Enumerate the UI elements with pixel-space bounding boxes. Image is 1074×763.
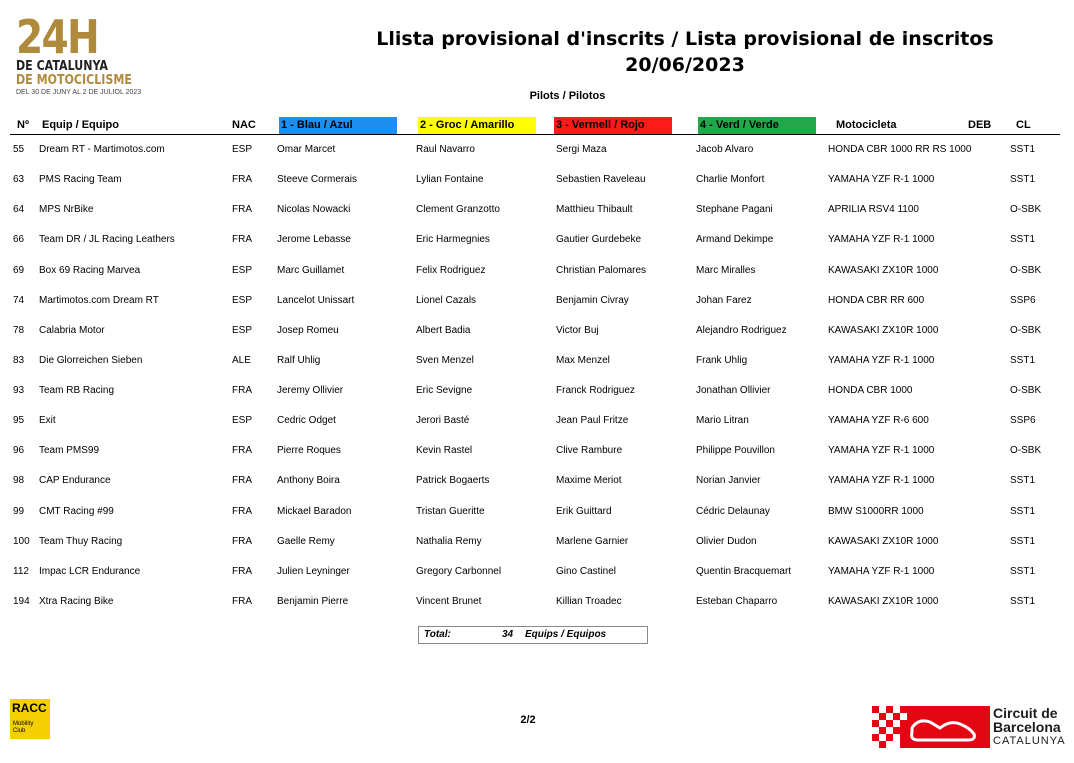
cell-p4: Norian Janvier: [696, 475, 761, 487]
cell-p3: Sergi Maza: [556, 144, 607, 155]
cell-p1: Benjamin Pierre: [277, 595, 349, 607]
cell-num: 66: [13, 234, 25, 246]
cell-nac: FRA: [232, 595, 252, 607]
table-row: [0, 414, 1074, 444]
cell-p3: Christian Palomares: [556, 264, 647, 276]
logo-24h: 24H: [16, 10, 99, 64]
cell-cl: SSP6: [1010, 415, 1036, 427]
cell-p2: Kevin Rastel: [416, 445, 473, 457]
table-row: [0, 354, 1074, 384]
cell-num: 83: [13, 354, 25, 366]
racc-sub2: Club: [13, 728, 26, 734]
cell-team: PMS Racing Team: [39, 174, 122, 186]
cell-p4: Jacob Alvaro: [696, 144, 754, 155]
cell-num: 93: [13, 385, 25, 397]
cell-p3: Erik Guittard: [556, 505, 612, 517]
cell-nac: FRA: [232, 535, 252, 547]
cell-p1: Anthony Boira: [277, 475, 340, 487]
title-date: 20/06/2023: [625, 54, 745, 76]
cell-cl: O-SBK: [1010, 445, 1042, 457]
table-row: [0, 535, 1074, 565]
cell-cl: SST1: [1010, 535, 1036, 547]
header-pilot1: 1 - Blau / Azul: [279, 117, 397, 134]
cell-cl: O-SBK: [1010, 385, 1042, 397]
table-row: [0, 233, 1074, 263]
cell-p4: Quentin Bracquemart: [696, 565, 792, 577]
header-nac: NAC: [232, 119, 256, 131]
header-team: Equip / Equipo: [42, 119, 119, 131]
cell-p3: Killian Troadec: [556, 595, 622, 607]
cell-cl: SST1: [1010, 475, 1036, 487]
cell-num: 194: [13, 595, 30, 607]
cell-moto: YAMAHA YZF R-1 1000: [828, 445, 935, 457]
total-box: [418, 626, 648, 644]
cell-p4: Alejandro Rodriguez: [696, 324, 787, 336]
cell-num: 112: [13, 565, 29, 577]
cell-p1: Jerome Lebasse: [277, 234, 351, 246]
cell-moto: KAWASAKI ZX10R 1000: [828, 264, 939, 276]
cell-num: 99: [13, 505, 25, 517]
table-row: [0, 474, 1074, 504]
cell-cl: SST1: [1010, 174, 1036, 186]
cell-moto: HONDA CBR 1000 RR RS 1000: [828, 144, 972, 155]
cell-p1: Ralf Uhlig: [277, 354, 321, 366]
cell-p3: Victor Buj: [556, 324, 599, 336]
cell-nac: ESP: [232, 144, 253, 155]
page-title: [370, 26, 1000, 78]
cell-p3: Franck Rodriguez: [556, 385, 635, 397]
circuit-flag-icon: [872, 706, 990, 748]
table-row: [0, 595, 1074, 625]
cell-p3: Gino Castinel: [556, 565, 617, 577]
cell-nac: FRA: [232, 445, 252, 457]
cell-p2: Gregory Carbonnel: [416, 565, 502, 577]
table-row: [0, 505, 1074, 535]
table-row: [0, 565, 1074, 595]
cell-nac: ESP: [232, 324, 253, 336]
cell-p4: Armand Dekimpe: [696, 234, 774, 246]
cell-team: CAP Endurance: [39, 475, 111, 487]
cell-p4: Esteban Chaparro: [696, 595, 778, 607]
cell-num: 74: [13, 294, 25, 306]
cell-cl: SST1: [1010, 565, 1036, 577]
cell-p3: Jean Paul Fritze: [556, 415, 629, 427]
cell-p1: Jeremy Ollivier: [277, 385, 344, 397]
table-row: [0, 203, 1074, 233]
cell-p4: Olivier Dudon: [696, 535, 757, 547]
header-divider: [10, 134, 1060, 135]
header-moto: Motocicleta: [836, 119, 897, 131]
cell-moto: HONDA CBR RR 600: [828, 294, 925, 306]
cell-nac: ESP: [232, 264, 253, 276]
cell-p2: Nathalia Remy: [416, 535, 482, 547]
table-row: [0, 264, 1074, 294]
cell-p1: Steeve Cormerais: [277, 174, 358, 186]
cell-num: 69: [13, 264, 25, 276]
cell-num: 96: [13, 445, 25, 457]
cell-cl: SST1: [1010, 595, 1036, 607]
cell-moto: YAMAHA YZF R-1 1000: [828, 565, 935, 577]
cell-p1: Omar Marcet: [277, 144, 336, 155]
cell-team: Team Thuy Racing: [39, 535, 123, 547]
cell-cl: SST1: [1010, 234, 1036, 246]
cell-cl: SST1: [1010, 354, 1036, 366]
page-number: 2/2: [520, 714, 536, 726]
cell-p4: Stephane Pagani: [696, 204, 773, 216]
cell-num: 78: [13, 324, 25, 336]
cell-p4: Cédric Delaunay: [696, 505, 770, 517]
cell-moto: APRILIA RSV4 1100: [828, 204, 919, 216]
cell-p4: Mario Litran: [696, 415, 749, 427]
table-row: [0, 384, 1074, 414]
cell-p1: Cedric Odget: [277, 415, 336, 427]
cell-cl: SST1: [1010, 144, 1036, 155]
total-unit: Equips / Equipos: [525, 629, 607, 640]
racc-logo: [10, 699, 50, 739]
cell-p3: Max Menzel: [556, 354, 610, 366]
cell-p4: Johan Farez: [696, 294, 752, 306]
total-count: 34: [502, 629, 514, 640]
cell-p2: Eric Harmegnies: [416, 234, 490, 246]
logo-line1: DE CATALUNYA: [16, 59, 108, 74]
cell-cl: SST1: [1010, 505, 1036, 517]
cell-p3: Matthieu Thibault: [556, 204, 633, 216]
cell-team: CMT Racing #99: [39, 505, 114, 517]
header-pilot3: 3 - Vermell / Rojo: [554, 117, 672, 134]
cell-num: 64: [13, 204, 25, 216]
cell-p4: Marc Miralles: [696, 264, 756, 276]
header-cl: CL: [1016, 119, 1031, 131]
cell-team: Xtra Racing Bike: [39, 595, 114, 607]
table-row: [0, 294, 1074, 324]
table-row: [0, 444, 1074, 474]
racc-sub1: Mobility: [13, 721, 34, 727]
cell-team: Exit: [39, 415, 56, 427]
table-row: [0, 324, 1074, 354]
header-pilot4: 4 - Verd / Verde: [698, 117, 816, 134]
cell-p2: Raul Navarro: [416, 144, 475, 155]
cell-num: 63: [13, 174, 25, 186]
cell-p2: Eric Sevigne: [416, 385, 473, 397]
cell-moto: KAWASAKI ZX10R 1000: [828, 535, 939, 547]
cell-moto: KAWASAKI ZX10R 1000: [828, 324, 939, 336]
cell-nac: ESP: [232, 415, 253, 427]
circuit-logo: [872, 705, 1066, 748]
circuit-name: [993, 706, 1061, 734]
cell-p4: Frank Uhlig: [696, 354, 748, 366]
cell-num: 55: [13, 144, 25, 155]
cell-team: Calabria Motor: [39, 324, 105, 336]
logo-dates: DEL 30 DE JUNY AL 2 DE JULIOL 2023: [16, 89, 142, 96]
cell-p1: Lancelot Unissart: [277, 294, 355, 306]
cell-p2: Felix Rodriguez: [416, 264, 486, 276]
header-pilot2: 2 - Groc / Amarillo: [418, 117, 536, 134]
cell-p3: Marlene Garnier: [556, 535, 629, 547]
cell-nac: FRA: [232, 475, 252, 487]
circuit-line3: CATALUNYA: [993, 735, 1066, 747]
cell-moto: HONDA CBR 1000: [828, 385, 913, 397]
title-line1: Llista provisional d'inscrits / Lista provisional de inscritos: [376, 28, 994, 50]
cell-nac: FRA: [232, 385, 252, 397]
cell-nac: FRA: [232, 174, 252, 186]
cell-nac: ALE: [232, 354, 251, 366]
cell-nac: FRA: [232, 204, 252, 216]
racc-name: RACC: [12, 701, 47, 715]
cell-nac: FRA: [232, 565, 252, 577]
cell-num: 98: [13, 475, 25, 487]
cell-p1: Julien Leyninger: [277, 565, 350, 577]
cell-team: Impac LCR Endurance: [39, 565, 141, 577]
cell-nac: FRA: [232, 505, 252, 517]
cell-team: Box 69 Racing Marvea: [39, 264, 141, 276]
cell-p2: Lylian Fontaine: [416, 174, 484, 186]
cell-moto: YAMAHA YZF R-1 1000: [828, 234, 935, 246]
table-row: [0, 173, 1074, 203]
cell-team: Team PMS99: [39, 445, 100, 457]
cell-cl: O-SBK: [1010, 204, 1042, 216]
cell-p2: Vincent Brunet: [416, 595, 482, 607]
cell-p2: Albert Badia: [416, 324, 471, 336]
cell-num: 95: [13, 415, 25, 427]
cell-moto: YAMAHA YZF R-6 600: [828, 415, 929, 427]
cell-p1: Mickael Baradon: [277, 505, 352, 517]
cell-p4: Philippe Pouvillon: [696, 445, 775, 457]
cell-cl: SSP6: [1010, 294, 1036, 306]
logo-line2: DE MOTOCICLISME: [16, 73, 132, 88]
cell-p2: Patrick Bogaerts: [416, 475, 490, 487]
cell-p1: Pierre Roques: [277, 445, 341, 457]
cell-p1: Gaelle Remy: [277, 535, 335, 547]
cell-p1: Nicolas Nowacki: [277, 204, 351, 216]
cell-nac: FRA: [232, 234, 252, 246]
cell-p4: Charlie Monfort: [696, 174, 765, 186]
cell-p2: Lionel Cazals: [416, 294, 477, 306]
circuit-line1: Circuit de: [993, 705, 1058, 721]
cell-team: Team DR / JL Racing Leathers: [39, 234, 175, 246]
cell-p3: Gautier Gurdebeke: [556, 234, 642, 246]
subtitle: Pilots / Pilotos: [529, 90, 606, 102]
cell-moto: YAMAHA YZF R-1 1000: [828, 475, 935, 487]
event-logo: [16, 10, 142, 97]
cell-p1: Josep Romeu: [277, 324, 339, 336]
cell-moto: BMW S1000RR 1000: [828, 505, 924, 517]
header-deb: DEB: [968, 119, 992, 131]
cell-p3: Benjamin Civray: [556, 294, 629, 306]
table-row: [0, 143, 1074, 173]
cell-team: Martimotos.com Dream RT: [39, 294, 159, 306]
header-num: Nº: [17, 119, 29, 131]
cell-p3: Maxime Meriot: [556, 475, 622, 487]
cell-p2: Clement Granzotto: [416, 204, 500, 216]
total-label: Total:: [424, 629, 451, 640]
cell-p3: Clive Rambure: [556, 445, 623, 457]
cell-team: MPS NrBike: [39, 204, 94, 216]
cell-p2: Tristan Gueritte: [416, 505, 485, 517]
cell-moto: KAWASAKI ZX10R 1000: [828, 595, 939, 607]
racc-sub: [13, 721, 33, 735]
cell-team: Dream RT - Martimotos.com: [39, 144, 165, 155]
cell-p1: Marc Guillamet: [277, 264, 345, 276]
cell-p4: Jonathan Ollivier: [696, 385, 771, 397]
cell-team: Die Glorreichen Sieben: [39, 354, 143, 366]
cell-moto: YAMAHA YZF R-1 1000: [828, 174, 935, 186]
circuit-line2: Barcelona: [993, 719, 1061, 735]
cell-cl: O-SBK: [1010, 324, 1042, 336]
cell-nac: ESP: [232, 294, 253, 306]
cell-team: Team RB Racing: [39, 385, 115, 397]
cell-p2: Sven Menzel: [416, 354, 474, 366]
cell-p2: Jerori Basté: [416, 415, 470, 427]
cell-num: 100: [13, 535, 30, 547]
cell-moto: YAMAHA YZF R-1 1000: [828, 354, 935, 366]
cell-p3: Sebastien Raveleau: [556, 174, 646, 186]
cell-cl: O-SBK: [1010, 264, 1042, 276]
